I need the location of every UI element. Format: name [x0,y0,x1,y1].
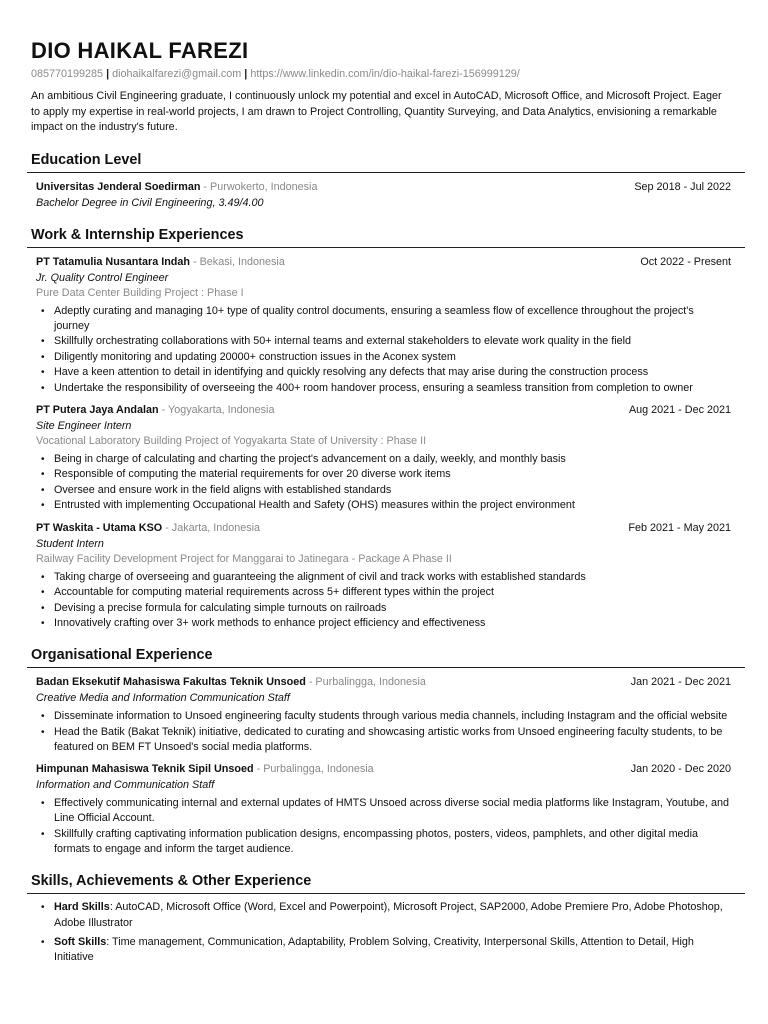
list-item [36,900,731,930]
section-title-organisation: Organisational Experience [31,647,213,664]
contact-line [31,67,741,81]
bullet-icon: • [41,798,45,810]
section-divider [27,247,745,248]
list-item: • Effectively communicating internal and external updates of HMTS Unsoed across diverse social media platforms like Instagram, Youtube, and Line Official Account. [41,797,729,825]
degree-text: Bachelor Degree in Civil Engineering, 3.49/4.00 [36,196,264,209]
bullet-icon: • [41,587,45,599]
skills-entry [31,900,741,965]
list-item: • Innovatively crafting over 3+ work methods to enhance project efficiency and effectiveness [36,616,731,631]
section-title-education: Education Level [31,151,142,168]
organisation-role: Creative Media and Information Communication Staff [36,692,290,705]
list-item: • Diligently monitoring and updating 20000+ construction issues in the Aconex system [36,350,731,365]
work-entry [31,403,741,514]
list-item: • Undertake the responsibility of overseeing the 400+ room handover process, ensuring a seamless transition from completion to owner [36,381,731,396]
job-role: Site Engineer Intern [36,419,132,432]
work-entry [31,255,741,396]
candidate-name: DIO HAIKAL FAREZI [31,38,249,63]
company-name: PT Putera Jaya Andalan [36,403,159,416]
organisation-name: Badan Eksekutif Mahasiswa Fakultas Teknik Unsoed [36,676,306,689]
list-item: • Responsible of computing the material requirements for over 20 diverse work items [36,467,731,482]
skill-text: : AutoCAD, Microsoft Office (Word, Excel and Powerpoint), Microsoft Project, SAP2000, Adobe Premiere Pro, Adobe Photoshop, Adobe Illustrator [54,901,723,929]
section-title-work: Work & Internship Experiences [31,226,244,243]
organisation-name: Himpunan Mahasiswa Teknik Sipil Unsoed [36,763,254,776]
bullet-icon: • [41,336,45,348]
entry-date: Jan 2021 - Dec 2021 [630,676,731,689]
company-location: - Yogyakarta, Indonesia [161,403,275,416]
skill-text: : Time management, Communication, Adaptability, Problem Solving, Creativity, Interpersonal Skills, Attention to Detail, High Initiative [54,935,694,963]
project-name: Railway Facility Development Project for Manggarai to Jatinegara - Package A Phase II [36,552,452,565]
bullet-icon: • [41,484,45,496]
entry-date: Oct 2022 - Present [640,255,731,268]
bullet-icon: • [41,351,45,363]
list-item: • Being in charge of calculating and charting the project's advancement on a daily, weekly, and monthly basis [36,452,731,467]
section-divider [27,893,745,894]
bullet-icon: • [41,618,45,630]
bullet-icon: • [41,602,45,614]
project-name: Vocational Laboratory Building Project of Yogyakarta State of University : Phase II [36,434,427,447]
bullet-list [36,900,731,965]
summary-paragraph: An ambitious Civil Engineering graduate, I continuously unlock my potential and excel in AutoCAD, Microsoft Office, and Microsoft Project. Eager to apply my expertise in real-world projects, I am drawn to Project Controlling, Quantity Surveying, and Data Analytics, envisioning a remarkable impact on the industry's future. [31,90,722,133]
education-entry [31,180,741,211]
list-item: • Disseminate information to Unsoed engineering faculty students through various media channels, including Instagram and the official website [36,709,731,724]
bullet-icon: • [41,726,45,738]
contact-separator: | [244,68,248,80]
organisation-role: Information and Communication Staff [36,779,215,792]
organisation-entry [31,762,741,857]
bullet-icon: • [41,305,45,317]
entry-header [36,403,731,418]
entry-date: Aug 2021 - Dec 2021 [628,403,731,416]
job-role: Student Intern [36,537,104,550]
list-item: • Entrusted with implementing Occupational Health and Safety (OHS) measures within the project environment [36,498,731,513]
company-name: PT Waskita - Utama KSO [36,521,163,534]
list-item: • Taking charge of overseeing and guaranteeing the alignment of civil and track works with established standards [36,570,731,585]
entry-header [36,521,731,536]
entry-header [36,255,731,270]
entry-header [36,180,731,195]
job-role: Jr. Quality Control Engineer [36,271,169,284]
email-address: diohaikalfarezi@gmail.com [112,68,242,80]
entry-header [36,675,731,690]
organisation-location: - Purbalingga, Indonesia [256,763,374,776]
work-entry [31,521,741,632]
bullet-icon: • [41,500,45,512]
list-item: • Devising a precise formula for calculating simple turnouts on railroads [36,601,731,616]
bullet-icon: • [41,902,45,914]
bullet-icon: • [41,936,45,948]
list-item: • Head the Batik (Bakat Teknik) initiative, dedicated to curating and showcasing artistic works from Unsoed engineering faculty students, to be featured on BEM FT Unsoed's social media platforms. [41,725,723,754]
section-divider [27,667,745,668]
bullet-icon: • [41,382,45,394]
entry-date: Jan 2020 - Dec 2020 [630,763,731,776]
bullet-icon: • [41,367,45,379]
company-location: - Bekasi, Indonesia [193,255,285,268]
bullet-list [36,304,731,396]
section-divider [27,172,745,173]
organisation-entry [31,675,741,755]
bullet-icon: • [41,571,45,583]
list-item: • Skillfully crafting captivating information publication designs, encompassing photos, posters, videos, pamphlets, and other digital media formats to engage and inform the target audience. [41,827,698,856]
bullet-list [36,796,731,857]
list-item: • Adeptly curating and managing 10+ type of quality control documents, ensuring a seamless flow of excellence throughout the project's journey [41,304,694,332]
institution-name: Universitas Jenderal Soedirman [36,180,201,193]
list-item: • Skillfully orchestrating collaborations with 50+ internal teams and external stakeholders to elevate work quality in the field [36,334,731,349]
contact-separator: | [106,68,110,80]
company-location: - Jakarta, Indonesia [165,521,261,534]
bullet-list [36,570,731,632]
section-title-skills: Skills, Achievements & Other Experience [31,873,312,890]
bullet-icon: • [41,469,45,481]
skill-label: Hard Skills [54,901,110,914]
bullet-icon: • [41,828,45,840]
linkedin-url: https://www.linkedin.com/in/dio-haikal-farezi-156999129/ [250,68,520,80]
list-item: • Have a keen attention to detail in identifying and quickly resolving any defects that may arise during the construction process [36,365,731,380]
list-item: • Accountable for computing material requirements across 5+ different types within the project [36,585,731,600]
company-name: PT Tatamulia Nusantara Indah [36,255,190,268]
skill-label: Soft Skills [54,935,107,948]
entry-header [36,762,731,777]
institution-location: - Purwokerto, Indonesia [203,180,318,193]
phone-number: 085770199285 [31,68,104,80]
organisation-location: - Purbalingga, Indonesia [308,676,426,689]
bullet-list [36,452,731,514]
entry-date: Feb 2021 - May 2021 [628,521,731,534]
entry-date: Sep 2018 - Jul 2022 [634,180,731,193]
list-item: • Oversee and ensure work in the field aligns with established standards [36,483,731,498]
project-name: Pure Data Center Building Project : Phase I [36,286,244,299]
list-item [36,935,731,965]
bullet-list [36,709,731,755]
bullet-icon: • [41,453,45,465]
bullet-icon: • [41,711,45,723]
